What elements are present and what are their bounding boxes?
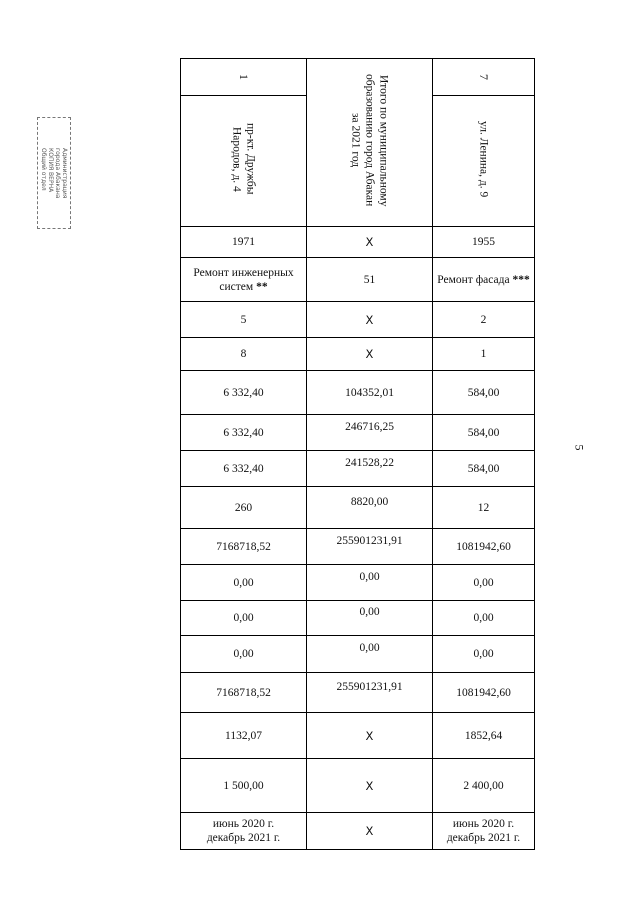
column-header-address-1: пр-кт. Дружбы Народов, д. 4 <box>230 123 257 195</box>
table-cell <box>307 673 433 713</box>
table-cell: 6 332,40 <box>181 451 307 487</box>
page-number: 5 <box>572 444 587 451</box>
table-row <box>181 529 535 565</box>
table-cell: 1081942,60 <box>433 529 535 565</box>
table-cell: 6 332,40 <box>181 371 307 415</box>
table-cell: 104352,01 <box>307 371 433 415</box>
cell-value: 0,00 <box>359 606 380 618</box>
table-cell: 2 400,00 <box>433 759 535 813</box>
table-cell: 8 <box>181 338 307 371</box>
footnote-marker: ** <box>256 280 268 293</box>
table-cell: 0,00 <box>433 601 535 636</box>
table-cell: 1955 <box>433 227 535 258</box>
table-row <box>181 713 535 759</box>
table-cell: 51 <box>307 258 433 302</box>
table-cell: 12 <box>433 487 535 529</box>
table-cell: 2 <box>433 302 535 338</box>
table-cell <box>307 415 433 451</box>
cell-value: 241528,22 <box>345 456 394 469</box>
table-cell: X <box>307 813 433 850</box>
table-row <box>181 302 535 338</box>
cell-value: 0,00 <box>359 570 380 583</box>
table-cell: 1132,07 <box>181 713 307 759</box>
table-cell <box>307 487 433 529</box>
table-cell: 1081942,60 <box>433 673 535 713</box>
cell-value: 8820,00 <box>350 495 389 508</box>
table-row <box>181 673 535 713</box>
table-cell: X <box>307 338 433 371</box>
column-number-cell: 1 <box>181 59 307 96</box>
certification-stamp <box>37 117 71 229</box>
table-cell: 0,00 <box>433 565 535 601</box>
column-header-cell <box>181 96 307 227</box>
column-number-cell: 7 <box>433 59 535 96</box>
cell-value: 0,00 <box>359 642 380 654</box>
table-cell: 7168718,52 <box>181 529 307 565</box>
table-cell: 0,00 <box>181 601 307 636</box>
table-cell: X <box>307 227 433 258</box>
table-cell: Ремонт фасада *** <box>433 258 535 302</box>
table-row <box>181 487 535 529</box>
table-cell: июнь 2020 г. декабрь 2021 г. <box>433 813 535 850</box>
table-cell <box>307 451 433 487</box>
table-row <box>181 759 535 813</box>
table-cell: X <box>307 759 433 813</box>
table-cell: 6 332,40 <box>181 415 307 451</box>
table-cell: 260 <box>181 487 307 529</box>
table-cell <box>307 636 433 673</box>
column-number-row <box>181 59 535 96</box>
table-cell: 1971 <box>181 227 307 258</box>
footnote-marker: *** <box>512 273 530 286</box>
table-cell: 584,00 <box>433 415 535 451</box>
table-cell: 0,00 <box>181 565 307 601</box>
table-cell: 1 <box>433 338 535 371</box>
table-cell: 7168718,52 <box>181 673 307 713</box>
table-cell: X <box>307 713 433 759</box>
data-table <box>180 58 535 850</box>
column-header-cell <box>433 96 535 227</box>
table-cell: 584,00 <box>433 371 535 415</box>
cell-value: 255901231,91 <box>336 680 403 693</box>
table-cell: 1852,64 <box>433 713 535 759</box>
table-row <box>181 258 535 302</box>
table-cell: 0,00 <box>433 636 535 673</box>
table-cell: Ремонт инженерных систем ** <box>181 258 307 302</box>
table-row <box>181 338 535 371</box>
table-row <box>181 227 535 258</box>
table-row <box>181 451 535 487</box>
table-cell: 5 <box>181 302 307 338</box>
table-row <box>181 636 535 673</box>
table-cell <box>307 529 433 565</box>
table-cell <box>307 601 433 636</box>
cell-value: 255901231,91 <box>336 534 403 547</box>
table-row <box>181 371 535 415</box>
table-row <box>181 415 535 451</box>
stamp-text: Администрация города Абакана КОПИЯ ВЕРНА Общий отдел <box>40 147 68 199</box>
table-cell: 584,00 <box>433 451 535 487</box>
cell-value: 246716,25 <box>345 420 394 433</box>
table-row <box>181 601 535 636</box>
table-row <box>181 565 535 601</box>
table-row <box>181 813 535 850</box>
column-header-address-2: ул. Ленина, д. 9 <box>477 120 490 198</box>
table-cell <box>307 565 433 601</box>
column-header-total: Итого по муниципальному образованию город Абакан за 2021 год <box>349 74 390 207</box>
table-cell: X <box>307 302 433 338</box>
table-cell: 0,00 <box>181 636 307 673</box>
table-cell: июнь 2020 г. декабрь 2021 г. <box>181 813 307 850</box>
column-header-total-cell <box>307 59 433 227</box>
table-cell: 1 500,00 <box>181 759 307 813</box>
